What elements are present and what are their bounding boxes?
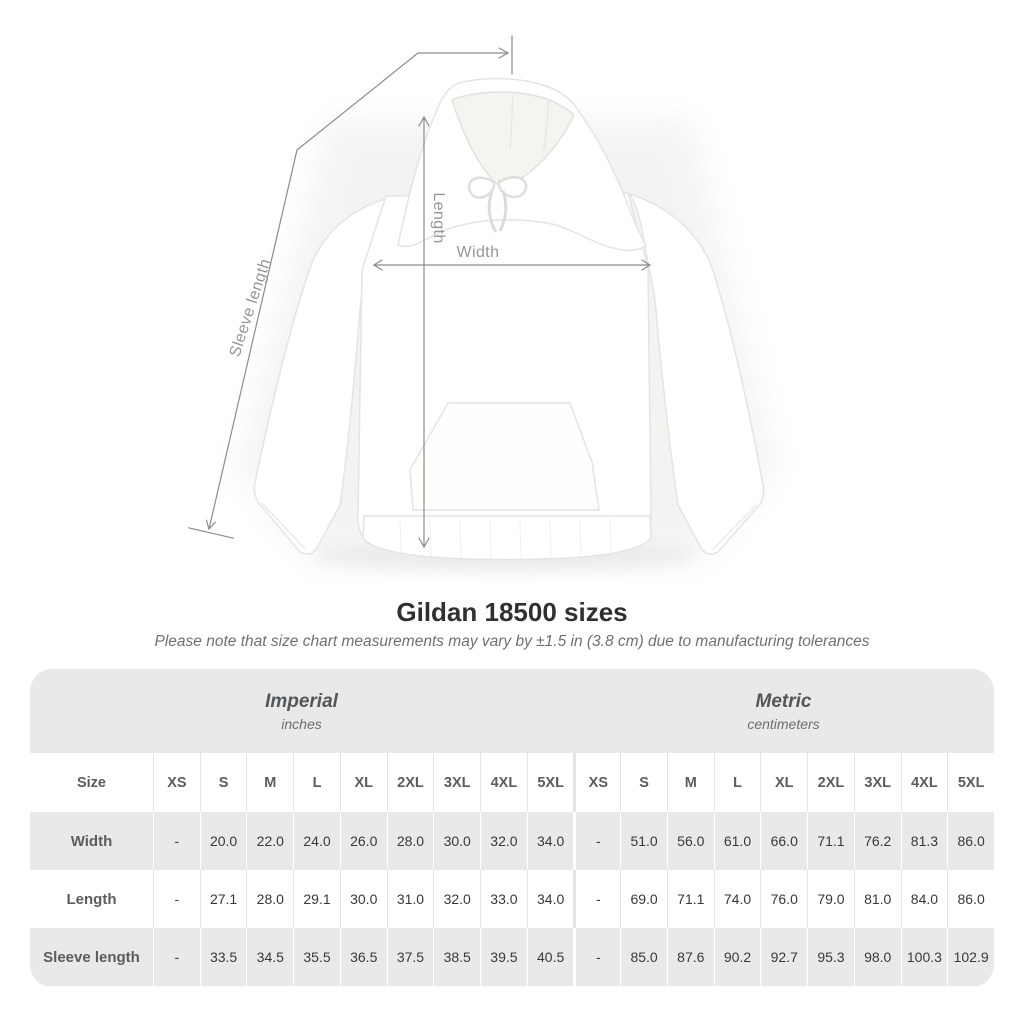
cell: - [573, 928, 620, 986]
col-header: XL [340, 753, 387, 812]
col-header: 3XL [433, 753, 480, 812]
cell: 32.0 [433, 870, 480, 928]
hoodie-waistband [363, 516, 651, 560]
cell: 92.7 [760, 928, 807, 986]
cell: 36.5 [340, 928, 387, 986]
cell: 81.3 [901, 812, 948, 870]
cell: 39.5 [480, 928, 527, 986]
cell: 61.0 [714, 812, 761, 870]
unit-group-header [30, 669, 994, 753]
col-header: L [714, 753, 761, 812]
cell: 66.0 [760, 812, 807, 870]
cell: - [573, 870, 620, 928]
col-header: S [620, 753, 667, 812]
cell: 29.1 [293, 870, 340, 928]
col-header: S [200, 753, 247, 812]
col-header: L [293, 753, 340, 812]
cell: 76.0 [760, 870, 807, 928]
col-header: M [667, 753, 714, 812]
cell: 76.2 [854, 812, 901, 870]
cell: 26.0 [340, 812, 387, 870]
cell: 102.9 [947, 928, 994, 986]
cell: 33.5 [200, 928, 247, 986]
col-header: XS [153, 753, 200, 812]
imperial-unit: inches [281, 715, 322, 732]
col-header: M [246, 753, 293, 812]
cell: 34.0 [527, 870, 574, 928]
cell: 32.0 [480, 812, 527, 870]
sleeve-length-row [30, 928, 994, 986]
cell: 87.6 [667, 928, 714, 986]
imperial-title: Imperial [265, 690, 338, 712]
cell: 30.0 [433, 812, 480, 870]
size-header-cell: Size [76, 774, 106, 791]
row-label: Width [70, 832, 113, 850]
sleeve-length-label: Sleeve length [226, 256, 275, 360]
cell: 24.0 [293, 812, 340, 870]
cell: 95.3 [807, 928, 854, 986]
cell: 40.5 [527, 928, 574, 986]
row-label: Length [66, 890, 117, 908]
cell: - [573, 812, 620, 870]
cell: 71.1 [807, 812, 854, 870]
cell: 33.0 [480, 870, 527, 928]
col-header: 4XL [901, 753, 948, 812]
cell: 31.0 [387, 870, 434, 928]
tolerance-note: Please note that size chart measurements may vary by ±1.5 in (3.8 cm) due to manufacturing tolerances [154, 633, 870, 650]
cell: 86.0 [947, 870, 994, 928]
metric-unit: centimeters [747, 715, 820, 732]
cell: 81.0 [854, 870, 901, 928]
imperial-group-header [30, 669, 573, 753]
cell: 22.0 [246, 812, 293, 870]
size-table [30, 669, 994, 987]
cell: - [153, 928, 200, 986]
col-header: 3XL [854, 753, 901, 812]
cell: 28.0 [246, 870, 293, 928]
width-label: Width [456, 244, 500, 261]
cell: - [153, 812, 200, 870]
cell: 38.5 [433, 928, 480, 986]
col-header: 2XL [807, 753, 854, 812]
col-header: XS [573, 753, 620, 812]
cell: 79.0 [807, 870, 854, 928]
cell: 74.0 [714, 870, 761, 928]
cell: 98.0 [854, 928, 901, 986]
length-row [30, 870, 994, 928]
col-header: 2XL [387, 753, 434, 812]
page-title: Gildan 18500 sizes [396, 597, 628, 627]
cell: 28.0 [387, 812, 434, 870]
cell: 34.5 [246, 928, 293, 986]
cell: 51.0 [620, 812, 667, 870]
cell: 85.0 [620, 928, 667, 986]
cell: 90.2 [714, 928, 761, 986]
cell: 84.0 [901, 870, 948, 928]
cell: 27.1 [200, 870, 247, 928]
size-header-row [30, 753, 994, 812]
cell: 34.0 [527, 812, 574, 870]
col-header: 4XL [480, 753, 527, 812]
cell: 35.5 [293, 928, 340, 986]
cell: 56.0 [667, 812, 714, 870]
col-header: 5XL [947, 753, 994, 812]
length-label: Length [430, 192, 447, 244]
cell: 69.0 [620, 870, 667, 928]
metric-title: Metric [755, 690, 812, 712]
cell: 30.0 [340, 870, 387, 928]
cell: 71.1 [667, 870, 714, 928]
hoodie-pocket [410, 403, 599, 510]
row-label: Sleeve length [43, 948, 140, 966]
col-header: XL [760, 753, 807, 812]
metric-group-header [573, 669, 994, 753]
col-header: 5XL [527, 753, 574, 812]
cell: 20.0 [200, 812, 247, 870]
width-row [30, 812, 994, 870]
cell: 86.0 [947, 812, 994, 870]
cell: - [153, 870, 200, 928]
cell: 37.5 [387, 928, 434, 986]
cell: 100.3 [901, 928, 948, 986]
